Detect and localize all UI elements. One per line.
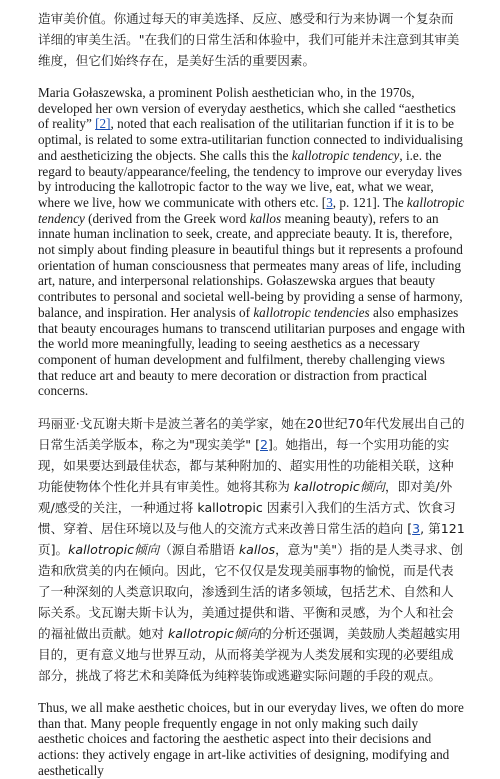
- paragraph-text: Maria Gołaszewska, a prominent Polish aesthetician who, in the 1970s, developed her own version of everyday aesthetics, which she called “aesthetics of reality”: [38, 85, 456, 132]
- paragraph-text: also emphasizes that beauty encourages humans to transcend utilitarian purposes and engage with the world more meaningfully, leading to seeing aesthetics as a necessary component of human development and fulfilment, thereby challenging views that reduce art and beauty to mere decoration or distraction from practical concerns.: [38, 304, 465, 399]
- italic-term: kallos: [249, 210, 282, 226]
- paragraph-text: ]。她指出，每一个实用功能的实现，如果要达到最佳状态，都与某种附加的、超实用性的功能相关联，这种功能使物体个性化并具有审美性。她将其称为: [38, 437, 454, 495]
- paragraph-text: 玛丽亚·戈瓦谢夫斯卡是波兰著名的美学家，她在20世纪70年代发展出自己的日常生活美学版本，称之为"现实美学" [: [38, 416, 465, 453]
- paragraph-text: (derived from the Greek word: [84, 210, 250, 226]
- paragraph-text: ，即对美/外观/感受的关注，一种通过将 kallotropic 因素引入我们的生活方式、饮食习惯、穿着、居住环境以及与他人的交流方式来改善日常生活的趋向 [: [38, 479, 456, 537]
- paragraph-gap: [38, 686, 466, 700]
- paragraph-en-aesthetic-choices: [38, 700, 466, 779]
- paragraph-text: 造审美价值。你通过每天的审美选择、反应、感受和行为来协调一个复杂而详细的审美生活。"在我们的日常生活和体验中，我们可能并未注意到其审美维度，但它们始终存在，是美好生活的重要因素。: [38, 11, 460, 68]
- paragraph-text: Thus, we all make aesthetic choices, but in our everyday lives, we often do more than that. Many people frequently engage in not only making such daily aesthetic choices and factoring the aesthetic aspect into their decisions and actions: they actively engage in art-like activities of designing, modifying and aesthetically: [38, 700, 464, 778]
- paragraph-text: ，意为"美"）指的是人类寻求、创造和欣赏美的内在倾向。因此，它不仅仅是发现美丽事物的愉悦，而是代表了一种深刻的人类意识取向，渗透到生活的诸多领域，包括艺术、自然和人际关系。戈瓦谢夫斯卡认为，美通过提供和谐、平衡和灵感，为个人和社会的福祉做出贡献。她对: [38, 542, 464, 642]
- paragraph-text: , i.e. the regard to beauty/appearance/feeling, the tendency to improve our everyday lives by introducing the kallotropic factor to the way we live, eat, what we wear, where we live, how we communicate with others etc. [: [38, 147, 463, 210]
- document-page: [38, 8, 466, 779]
- italic-term: kallotropic tendency: [291, 147, 400, 163]
- italic-term: kallos: [238, 542, 276, 558]
- paragraph-text: 的分析还强调，美鼓励人类超越实用目的，更有意义地与世界互动，从而将美学视为人类发展和实现的必要组成部分，挑战了将艺术和美降低为纯粹装饰或逃避实际问题的手段的观点。: [38, 626, 461, 684]
- citation-link-2[interactable]: [2]: [95, 116, 111, 132]
- paragraph-gap: [38, 399, 466, 413]
- paragraph-text: （源自希腊语: [159, 542, 239, 558]
- citation-link-3[interactable]: 3: [326, 194, 333, 210]
- italic-term: kallotropic倾向: [167, 626, 260, 642]
- paragraph-text: , p. 121]. The: [332, 194, 407, 210]
- paragraph-text: , 第121页]。: [38, 521, 465, 558]
- italic-term: kallotropic倾向: [293, 479, 386, 495]
- paragraph-zh-intro: [38, 8, 466, 71]
- paragraph-text: , noted that each realisation of the utilitarian function if it is to be optimal, is related to some extra-utilitarian function connected to individualising and aestheticizing the objects. She calls this the: [38, 116, 463, 163]
- paragraph-zh-golaszewska: [38, 413, 466, 686]
- italic-term: kallotropic tendency: [38, 194, 465, 226]
- citation-link-3[interactable]: 3: [412, 521, 421, 537]
- paragraph-en-golaszewska: [38, 85, 466, 399]
- italic-term: kallotropic倾向: [68, 542, 160, 558]
- citation-link-2[interactable]: 2: [260, 437, 269, 453]
- paragraph-text: meaning beauty), refers to an innate human inclination to seek, create, and appreciate beauty. It is, therefore, not simply about finding pleasure in beautiful things but it represents a profound orientation of human consciousness that permeates many areas of life, including art, nature, and interpersonal relationships. Gołaszewska argues that beauty contributes to personal and societal well-being by providing a sense of harmony, balance, and inspiration. Her analysis of: [38, 210, 463, 320]
- italic-term: kallotropic tendencies: [253, 304, 370, 320]
- paragraph-gap: [38, 71, 466, 85]
